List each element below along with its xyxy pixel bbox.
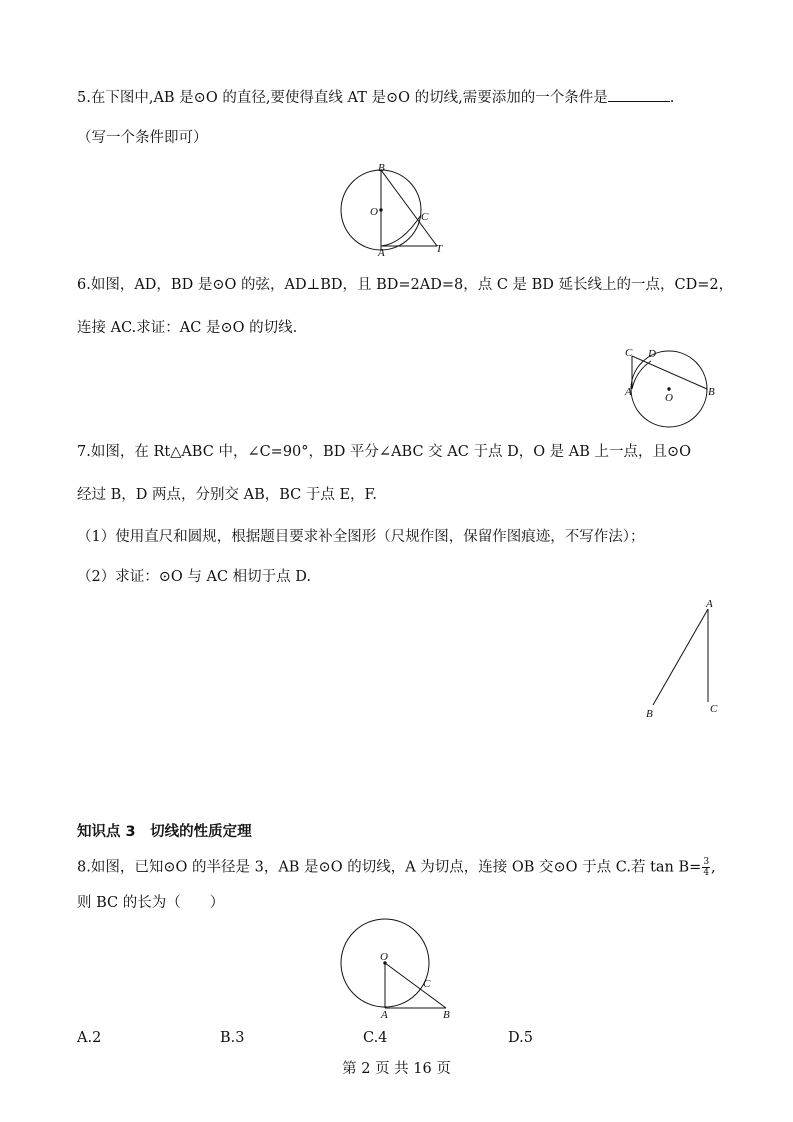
q8-label-c: C <box>423 978 431 990</box>
q5-figure <box>340 160 460 260</box>
q6-line-2: 连接 AC.求证：AC 是⊙O 的切线. <box>77 320 298 336</box>
q7-segment-ab <box>653 609 708 705</box>
page-footer: 第 2 页 共 16 页 <box>342 1061 451 1077</box>
option-c[interactable]: C.4 <box>363 1030 388 1046</box>
option-d[interactable]: D.5 <box>508 1030 533 1046</box>
option-b[interactable]: B.3 <box>220 1030 245 1046</box>
q5-label-t: T <box>436 243 443 255</box>
q7-line-2: 经过 B，D 两点，分别交 AB，BC 于点 E，F. <box>77 487 377 503</box>
q5-label-a: A <box>378 247 385 259</box>
q7-line-1: 7.如图，在 Rt△ABC 中，∠C=90°，BD 平分∠ABC 交 AC 于点 D，O 是 AB 上一点，且⊙O <box>77 444 692 460</box>
q6-chord-ad <box>632 361 651 389</box>
q6-label-b: B <box>708 386 715 398</box>
q8-label-b: B <box>443 1009 450 1021</box>
q8-label-o: O <box>380 951 388 963</box>
q5-period: . <box>669 90 675 106</box>
q7-part-1: （1）使用直尺和圆规，根据题目要求补全图形（尺规作图，保留作图痕迹，不写作法）； <box>77 529 645 545</box>
q5-answer-blank[interactable] <box>608 88 670 102</box>
option-a[interactable]: A.2 <box>77 1030 102 1046</box>
q5-text: 5.在下图中,AB 是⊙O 的直径,要使得直线 AT 是⊙O 的切线,需要添加的一个条件是 <box>77 90 608 106</box>
q8-text: 8.如图，已知⊙O 的半径是 3，AB 是⊙O 的切线，A 为切点，连接 OB 交⊙O 于点 C.若 tan B= <box>77 859 702 876</box>
q8-line-2: 则 BC 的长为（ ） <box>77 895 225 911</box>
q7-label-b: B <box>646 708 653 720</box>
q7-label-c: C <box>710 703 718 715</box>
q8-line-1 <box>77 857 716 878</box>
q6-label-o: O <box>665 392 673 404</box>
q6-label-a: A <box>625 386 632 398</box>
q5-label-b: B <box>378 162 385 174</box>
q6-line-1: 6.如图，AD，BD 是⊙O 的弦，AD⊥BD，且 BD=2AD=8，点 C 是 BD 延长线上的一点，CD=2， <box>77 277 734 293</box>
q5-line-1 <box>77 88 674 108</box>
fraction-denominator: 4 <box>703 868 710 878</box>
tan-fraction <box>702 857 710 878</box>
q5-label-o: O <box>370 206 378 218</box>
q7-label-a: A <box>706 598 713 610</box>
q6-center-dot <box>668 388 670 390</box>
q5-center-dot <box>380 209 382 211</box>
q8-segment-ob <box>385 963 446 1008</box>
fraction-numerator: 3 <box>703 857 710 867</box>
q6-label-d: D <box>648 348 656 360</box>
q8-label-a: A <box>381 1009 388 1021</box>
q7-figure <box>640 595 730 725</box>
q7-part-2: （2）求证：⊙O 与 AC 相切于点 D. <box>77 569 311 585</box>
q5-line-2: （写一个条件即可） <box>77 130 208 146</box>
q8-comma: , <box>711 859 716 876</box>
q5-label-c: C <box>421 211 429 223</box>
q8-figure <box>335 918 465 1023</box>
q6-segment-cb <box>632 356 707 389</box>
section-heading: 知识点 3 切线的性质定理 <box>77 824 252 840</box>
q6-figure <box>622 343 722 433</box>
q6-label-c: C <box>625 347 633 359</box>
